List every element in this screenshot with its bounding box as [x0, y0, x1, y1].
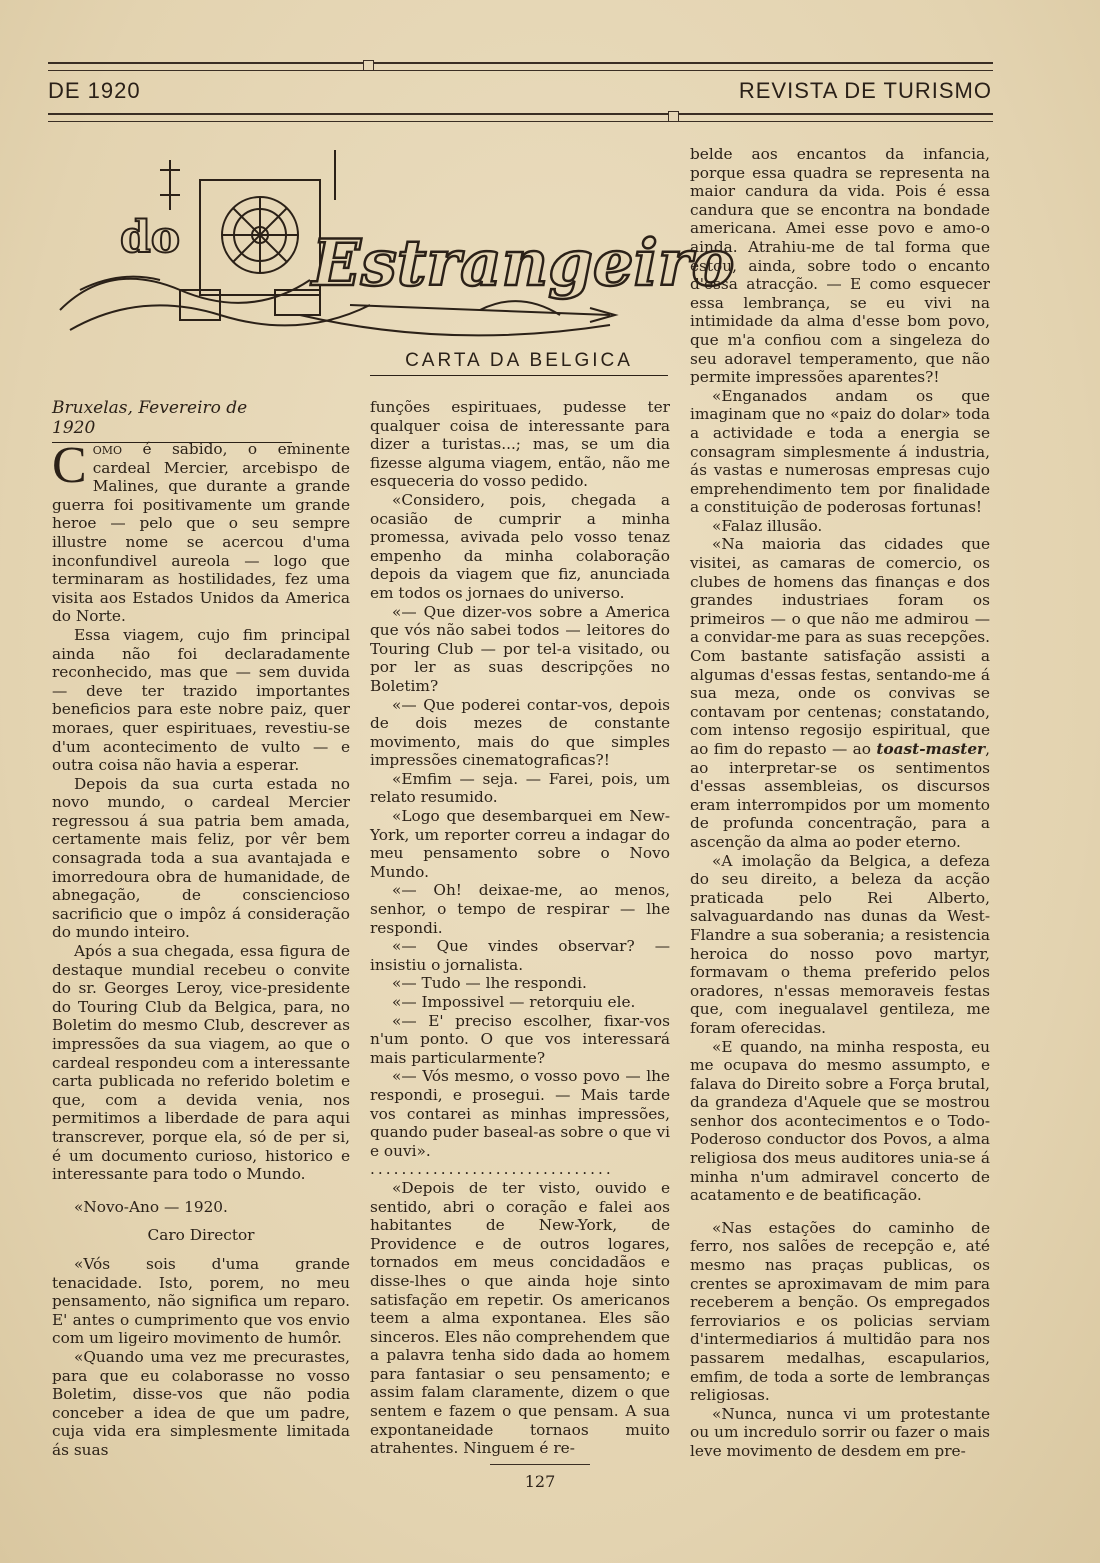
column-3	[690, 145, 990, 1461]
drop-cap: C	[52, 437, 87, 494]
paragraph: «— Oh! deixae-me, ao menos, senhor, o tempo de respirar — lhe respondi.	[370, 881, 670, 937]
paragraph: funções espirituaes, pudesse ter qualquer coisa de interessante para dizer a turistas...; mas, se um dia fizesse alguma viagem, então, não me esqueceria do vosso pedido.	[370, 398, 670, 491]
paragraph: «— Que dizer-vos sobre a America que vós não sabei todos — leitores do Touring Club — por tel-a visitado, ou por ler as suas descripções no Boletim?	[370, 602, 670, 695]
paragraph: «A imolação da Belgica, a defeza do seu direito, a beleza da acção praticada pelo Rei Alberto, salvaguardando nas dunas da West-Flandre a sua soberania; a resistencia heroica do nosso povo martyr, formavam o thema preferido pelos oradores, n'essas memoraveis festas que, com inegualavel gentileza, me foram oferecidas.	[690, 851, 990, 1037]
footer-rule	[490, 1464, 590, 1465]
paragraph: «Na maioria das cidades que visitei, as camaras de comercio, os clubes de homens das finanças e dos grandes industriaes foram os primeiros — o que não me admirou — a convidar-me para as suas recepções. Com bastante satisfação assisti a algumas d'essas festas, sentando-me á sua meza, onde os convivas se contavam por centenas; constatando, com intenso regosijo espiritual, que ao fim do repasto — ao toast-master, ao interpretar-se os sentimentos d'essas assembleias, os discursos eram interrompidos por um momento de profunda concentração, para a ascenção da alma ao poder eterno.	[690, 535, 990, 851]
header-date: DE 1920	[48, 78, 141, 103]
paragraph: «Depois de ter visto, ouvido e sentido, abri o coração e falei aos habitantes de New-York, de Providence e de outros logares, tornados em meus concidadãos e disse-lhes o que ainda hoje sinto satisfação em repetir. Os americanos teem a alma expontanea. Eles são sinceros. Eles não comprehendem que a palavra tenha sido dada ao homem para fantasiar o seu pensamento; e assim falam claramente, dizem o que sentem e fazem o que pensam. A sua expontaneidade tornaos muito atrahentes. Ninguem é re-	[370, 1178, 670, 1458]
paragraph: «Quando uma vez me precurastes, para que eu colaborasse no vosso Boletim, disse-vos que não podia conceber a idea de que um padre, cuja vida era simplesmente limitada ás suas	[52, 1347, 350, 1459]
paragraph: «E quando, na minha resposta, eu me ocupava do mesmo assumpto, e falava do Direito sobre a Força brutal, da grandeza d'Aquele que se mostrou senhor dos acontecimentos e o Todo-Poderoso conductor dos Povos, a alma religiosa dos meus auditores unia-se á minha n'um admiravel concerto de acatamento e de beatificação.	[690, 1037, 990, 1205]
paragraph: Depois da sua curta estada no novo mundo, o cardeal Mercier regressou á sua patria bem amada, certamente mais feliz, por vêr bem consagrada toda a sua avantajada e imorredoura obra de humanidade, de abnegação, de consciencioso sacrificio que o impôz á consideração do mundo inteiro.	[52, 774, 350, 942]
column-2	[370, 398, 670, 1458]
header-magazine-title: REVISTA DE TURISMO	[738, 78, 992, 103]
paragraph: «Logo que desembarquei em New-York, um reporter correu a indagar do meu pensamento sobre o Novo Mundo.	[370, 807, 670, 881]
dotted-separator: ...............................	[370, 1160, 614, 1179]
paragraph: Como é sabido, o eminente cardeal Mercier, arcebispo de Malines, que durante a grande guerra foi positivamente um grande heroe — pelo que o seu sempre illustre nome se acercou d'uma inconfundivel aureola — logo que terminaram as hostilidades, fez uma visita aos Estados Unidos da America do Norte.	[52, 437, 350, 626]
paragraph: «Falaz illusão.	[712, 516, 823, 535]
illustration-title-do: do	[120, 212, 181, 263]
paragraph: «— Que vindes observar? — insistiu o jornalista.	[370, 937, 670, 974]
paragraph: belde aos encantos da infancia, porque essa quadra se representa na maior candura da vida. Pois é essa candura que se encontra na bondade americana. Amei esse povo e amo-o ainda. Atrahiu-me de tal forma que estou, ainda, sobre todo o encanto d'essa atracção. — E como esquecer essa lembrança, se eu vivi na intimidade da alma d'esse bom povo, que m'a confiou com a singeleza do seu adoravel temperamento, que não permite impressões aparentes?!	[690, 145, 990, 387]
top-rule	[48, 62, 993, 71]
column-1	[52, 437, 350, 1459]
paragraph: «— Tudo — lhe respondi.	[392, 974, 587, 993]
paragraph: «Emfim — seja. — Farei, pois, um relato resumido.	[370, 769, 670, 807]
paragraph: «Enganados andam os que imaginam que no «paiz do dolar» toda a actividade e toda a energia se consagram simplesmente á industria, ás vastas e numerosas empresas cujo emprehendimento tem por finalidade a constituição de poderosas fortunas!	[690, 386, 990, 517]
header-rule	[48, 113, 993, 122]
do-estrangeiro-illustration	[50, 140, 735, 350]
paragraph: «— Que poderei contar-vos, depois de dois mezes de constante movimento, mais do que simples impressões cinematograficas?!	[370, 695, 670, 770]
rule-ornament	[668, 111, 679, 122]
paragraph: «Vós sois d'uma grande tenacidade. Isto, porem, no meu pensamento, não significa um reparo. E' antes o cumprimento que vos envio com um ligeiro movimento de humôr.	[52, 1254, 350, 1348]
paragraph: «Considero, pois, chegada a ocasião de cumprir a minha promessa, avivada pelo vosso tenaz empenho da minha colaboração depois da viagem que fiz, anunciada em todos os jornaes do universo.	[370, 490, 670, 602]
paragraph: «— Impossivel — retorquiu ele.	[392, 993, 636, 1011]
paragraph: «— E' preciso escolher, fixar-vos n'um ponto. O que vos interessará mais particularmente?	[370, 1011, 670, 1067]
section-title: CARTA DA BELGICA	[370, 350, 668, 376]
page-number: 127	[524, 1472, 556, 1491]
paragraph: «Nunca, nunca vi um protestante ou um incredulo sorrir ou fazer o mais leve movimento de desdem em pre-	[690, 1404, 990, 1460]
paragraph: Após a sua chegada, essa figura de destaque mundial recebeu o convite do sr. Georges Leroy, vice-presidente do Touring Club da Belgica, para, no Boletim do mesmo Club, descrever as impressões da sua viagem, ao que o cardeal respondeu com a interessante carta publicada no referido boletim e que, com a devida venia, nos permitimos a liberdade de para aqui transcrever, porque ela, só de per si, é um documento curioso, historico e interessante para todo o Mundo.	[52, 942, 350, 1184]
paragraph: Essa viagem, cujo fim principal ainda não foi declaradamente reconhecido, mas que — sem duvida — deve ter trazido importantes beneficios para este nobre paiz, quer moraes, quer espirituaes, revestiu-se d'um acontecimento de vulto — e outra coisa não havia a esperar.	[52, 625, 350, 775]
letter-salutation: Caro Director	[147, 1226, 255, 1245]
letter-date: «Novo-Ano — 1920.	[74, 1197, 228, 1216]
dateline: Bruxelas, Fevereiro de 1920	[52, 398, 292, 443]
illustration-title-estrangeiro: Estrangeiro	[312, 226, 735, 301]
paragraph: «— Vós mesmo, o vosso povo — lhe respondi, e prosegui. — Mais tarde vos contarei as minhas impressões, quando puder baseal-as sobre o que vi e ouvi».	[370, 1067, 670, 1160]
paragraph: «Nas estações do caminho de ferro, nos salões de recepção e, até mesmo nas praças publicas, os crentes se aproximavam de mim para receberem a benção. Os empregados ferroviarios e os policias serviam d'intermediarios á multidão para nos passarem medalhas, escapularios, emfim, de toda a sorte de lembranças religiosas.	[690, 1218, 990, 1405]
rule-ornament	[363, 60, 374, 71]
